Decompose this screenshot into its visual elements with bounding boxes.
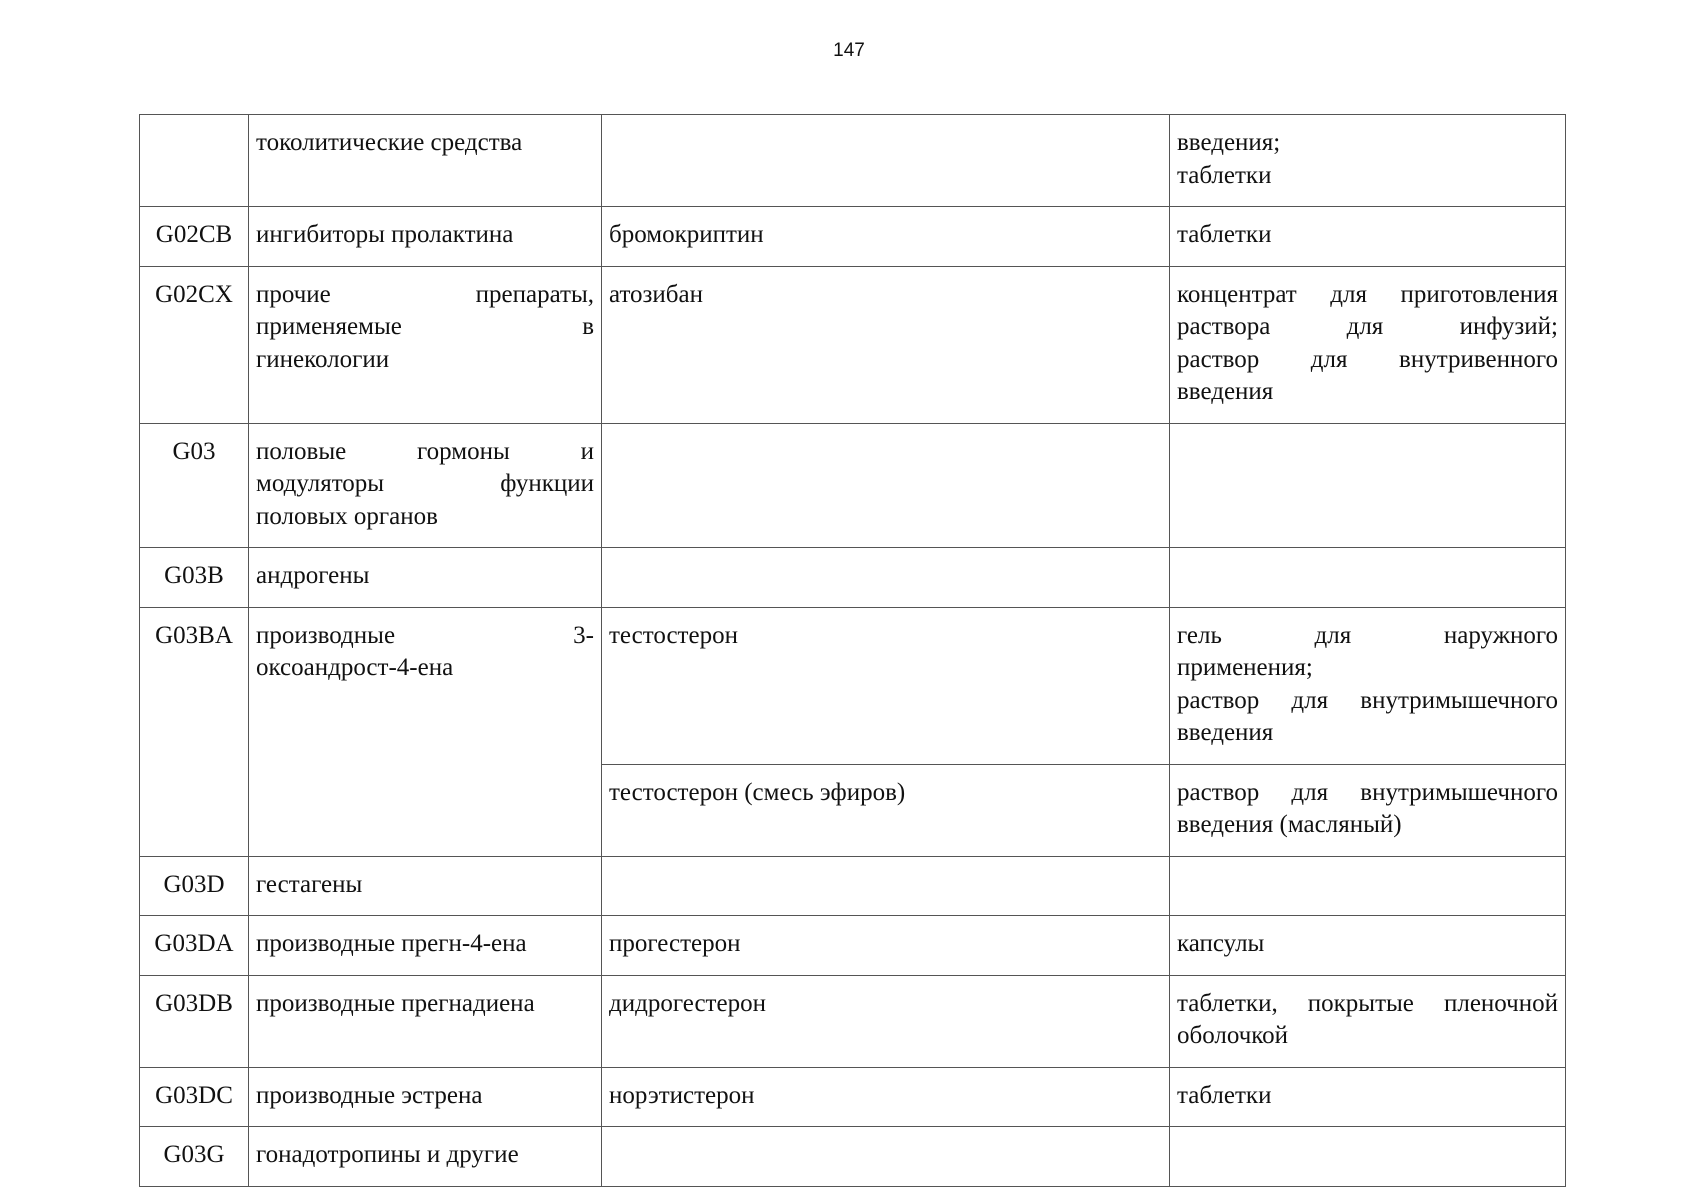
table-row	[140, 423, 1566, 548]
group-name-cell	[249, 548, 602, 608]
dosage-form-cell	[1170, 423, 1566, 548]
group-name-line: половых органов	[256, 502, 438, 530]
atc-code-cell: G03B	[140, 548, 249, 608]
table-row	[140, 266, 1566, 423]
page-number: 147	[833, 40, 865, 61]
dosage-form-line: введения;	[1177, 129, 1281, 156]
dosage-form-line: раствор для внутривенного	[1177, 345, 1558, 373]
dosage-form-line: оболочкой	[1177, 1022, 1289, 1049]
table-row	[140, 856, 1566, 916]
dosage-form-cell	[1170, 916, 1566, 976]
group-name-cell	[249, 115, 602, 207]
drug-name-cell: дидрогестерон	[602, 975, 1170, 1067]
atc-code-cell: G03DC	[140, 1067, 249, 1127]
table-row	[140, 548, 1566, 608]
dosage-form-line: применения;	[1177, 654, 1313, 681]
group-name-line: применяемые в	[256, 313, 594, 340]
table-row	[140, 1067, 1566, 1127]
group-name-cell	[249, 607, 602, 856]
drug-name-cell	[602, 423, 1170, 548]
group-name-cell	[249, 856, 602, 916]
table-row	[140, 916, 1566, 976]
group-name-cell	[249, 266, 602, 423]
dosage-form-line: раствор для внутримышечного	[1177, 778, 1558, 806]
group-name-line: производные прегн-4-ена	[256, 930, 527, 957]
drug-classification-table	[139, 114, 1566, 1187]
atc-code-cell: G02CB	[140, 207, 249, 267]
dosage-form-line: таблетки, покрытые пленочной	[1177, 989, 1558, 1017]
drug-name-cell	[602, 548, 1170, 608]
dosage-form-line: таблетки	[1177, 161, 1272, 189]
dosage-form-line: введения	[1177, 719, 1274, 746]
dosage-form-line: таблетки	[1177, 221, 1272, 248]
dosage-form-line: введения (масляный)	[1177, 811, 1402, 838]
dosage-form-cell	[1170, 764, 1566, 856]
group-name-line: производные 3-	[256, 621, 594, 649]
group-name-cell	[249, 423, 602, 548]
table-row	[140, 607, 1566, 764]
dosage-form-line: раствор для внутримышечного	[1177, 686, 1558, 714]
atc-code-cell: G03DA	[140, 916, 249, 976]
drug-name-cell: бромокриптин	[602, 207, 1170, 267]
group-name-line: производные прегнадиена	[256, 989, 535, 1017]
drug-name-cell: прогестерон	[602, 916, 1170, 976]
group-name-line: половые гормоны и	[256, 437, 594, 465]
dosage-form-line: введения	[1177, 378, 1274, 405]
group-name-line: гонадотропины и другие	[256, 1141, 519, 1168]
group-name-cell	[249, 1067, 602, 1127]
atc-code-cell: G03	[140, 423, 249, 548]
drug-name-cell: тестостерон (смесь эфиров)	[602, 764, 1170, 856]
dosage-form-cell	[1170, 266, 1566, 423]
dosage-form-cell	[1170, 1067, 1566, 1127]
group-name-line: ингибиторы пролактина	[256, 221, 514, 248]
dosage-form-line: раствора для инфузий;	[1177, 313, 1558, 340]
drug-name-cell	[602, 1127, 1170, 1187]
drug-name-cell	[602, 856, 1170, 916]
group-name-line: оксоандрост-4-ена	[256, 654, 454, 681]
group-name-cell	[249, 916, 602, 976]
dosage-form-cell	[1170, 1127, 1566, 1187]
dosage-form-cell	[1170, 115, 1566, 207]
group-name-line: гинекологии	[256, 345, 390, 373]
dosage-form-line: концентрат для приготовления	[1177, 280, 1558, 308]
group-name-line: модуляторы функции	[256, 470, 594, 497]
table-row	[140, 115, 1566, 207]
drug-name-cell: норэтистерон	[602, 1067, 1170, 1127]
group-name-line: производные эстрена	[256, 1081, 483, 1109]
dosage-form-cell	[1170, 548, 1566, 608]
group-name-line: андрогены	[256, 562, 370, 589]
atc-code-cell: G02CX	[140, 266, 249, 423]
drug-name-cell: тестостерон	[602, 607, 1170, 764]
atc-code-cell: G03DB	[140, 975, 249, 1067]
atc-code-cell: G03BA	[140, 607, 249, 856]
atc-code-cell	[140, 115, 249, 207]
group-name-line: прочие препараты,	[256, 280, 594, 308]
dosage-form-cell	[1170, 607, 1566, 764]
group-name-line: гестагены	[256, 870, 363, 898]
dosage-form-line: капсулы	[1177, 930, 1265, 957]
atc-code-cell: G03G	[140, 1127, 249, 1187]
group-name-cell	[249, 975, 602, 1067]
table-row	[140, 207, 1566, 267]
dosage-form-line: таблетки	[1177, 1081, 1272, 1109]
drug-name-cell: атозибан	[602, 266, 1170, 423]
group-name-line: токолитические средства	[256, 129, 523, 156]
dosage-form-line: гель для наружного	[1177, 621, 1558, 649]
table-row	[140, 975, 1566, 1067]
group-name-cell	[249, 207, 602, 267]
drug-name-cell	[602, 115, 1170, 207]
table-row	[140, 1127, 1566, 1187]
dosage-form-cell	[1170, 975, 1566, 1067]
table-body	[140, 115, 1566, 1187]
dosage-form-cell	[1170, 856, 1566, 916]
group-name-cell	[249, 1127, 602, 1187]
atc-code-cell: G03D	[140, 856, 249, 916]
dosage-form-cell	[1170, 207, 1566, 267]
